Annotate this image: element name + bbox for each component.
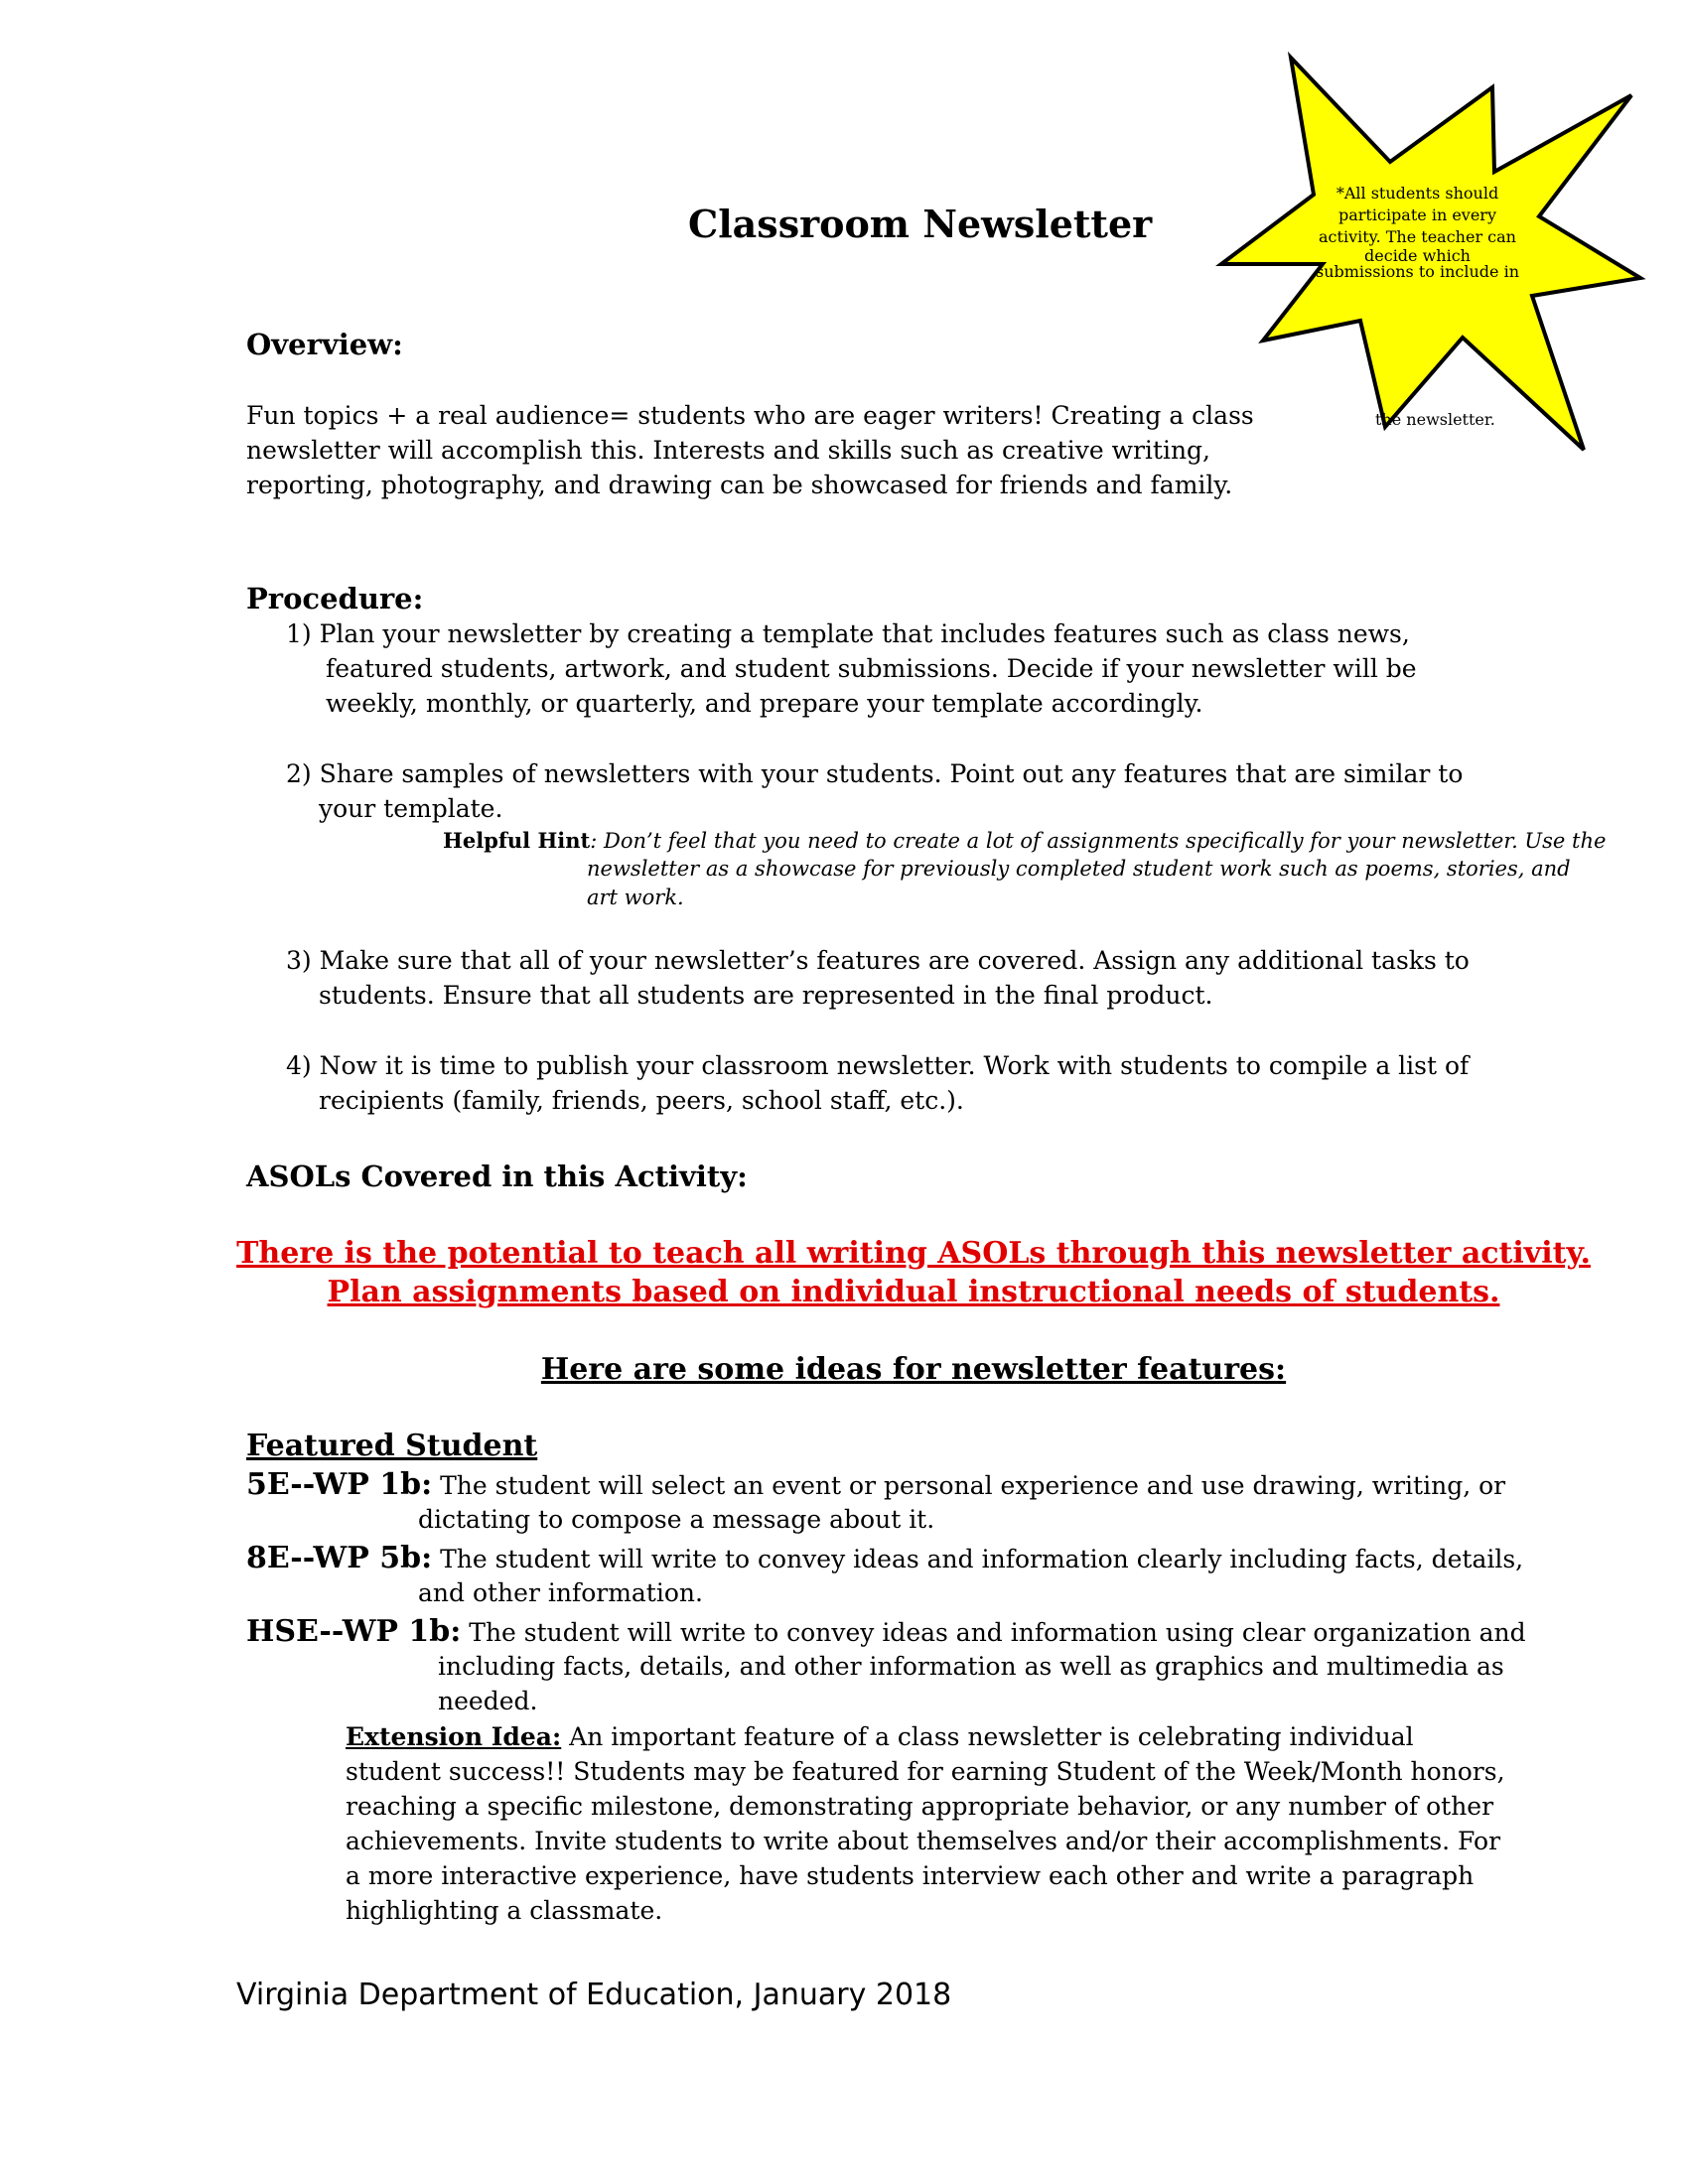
starburst-tail: the newsletter. — [1375, 410, 1495, 429]
helpful-hint-text: art work. — [587, 886, 684, 909]
page-footer: Virginia Department of Education, January 2018 — [236, 1978, 952, 2012]
standard-text: dictating to compose a message about it. — [418, 1505, 935, 1534]
extension-text: a more interactive experience, have students interview each other and write a paragraph — [346, 1861, 1475, 1890]
starburst-line: decide which — [1364, 246, 1471, 265]
helpful-hint-label: Helpful Hint — [443, 828, 591, 853]
standard-item — [246, 1541, 1523, 1576]
starburst-line: participate in every — [1338, 205, 1496, 224]
extension-label: Extension Idea: — [346, 1722, 562, 1751]
overview-line: reporting, photography, and drawing can be showcased for friends and family. — [246, 471, 1233, 499]
page-title: Classroom Newsletter — [688, 202, 1153, 246]
asols-red-line: Plan assignments based on individual instructional needs of students. — [327, 1275, 1500, 1309]
standard-item — [246, 1467, 1505, 1503]
standard-text: The student will select an event or personal experience and use drawing, writing, or — [432, 1471, 1506, 1500]
featured-student-heading: Featured Student — [246, 1429, 538, 1463]
standard-text: The student will write to convey ideas and information clearly including facts, details, — [432, 1545, 1524, 1573]
procedure-heading: Procedure: — [246, 582, 424, 615]
procedure-step: 1) Plan your newsletter by creating a template that includes features such as class news, — [286, 619, 1410, 648]
standard-code: HSE--WP 1b: — [246, 1614, 462, 1649]
procedure-step: weekly, monthly, or quarterly, and prepare your template accordingly. — [326, 689, 1203, 718]
procedure-step: 3) Make sure that all of your newsletter’s features are covered. Assign any additional tasks to — [286, 946, 1470, 975]
starburst-text — [1296, 183, 1539, 280]
overview-heading: Overview: — [246, 328, 403, 361]
procedure-step: students. Ensure that all students are represented in the final product. — [319, 981, 1213, 1010]
helpful-hint-text: newsletter as a showcase for previously completed student work such as poems, stories, and — [587, 857, 1571, 881]
helpful-hint-text: : Don’t feel that you need to create a lot of assignments specifically for your newsletter. Use the — [590, 829, 1607, 853]
extension-idea — [346, 1719, 1414, 1754]
standard-text: and other information. — [418, 1578, 703, 1607]
ideas-heading: Here are some ideas for newsletter features: — [540, 1352, 1287, 1387]
asols-red-line: There is the potential to teach all writing ASOLs through this newsletter activity. — [236, 1236, 1591, 1271]
standard-code: 5E--WP 1b: — [246, 1467, 433, 1502]
standard-text: The student will write to convey ideas and information using clear organization and — [461, 1618, 1526, 1647]
standard-text: including facts, details, and other information as well as graphics and multimedia as — [438, 1652, 1504, 1681]
extension-text: achievements. Invite students to write about themselves and/or their accomplishments. For — [346, 1827, 1501, 1855]
procedure-step: your template. — [319, 794, 503, 823]
procedure-step: recipients (family, friends, peers, school staff, etc.). — [319, 1086, 964, 1115]
procedure-step: 4) Now it is time to publish your classroom newsletter. Work with students to compile a list of — [286, 1051, 1470, 1080]
standard-item — [246, 1614, 1526, 1650]
helpful-hint — [443, 826, 1606, 856]
overview-line: newsletter will accomplish this. Interests and skills such as creative writing, — [246, 436, 1211, 465]
extension-text: reaching a specific milestone, demonstrating appropriate behavior, or any number of other — [346, 1792, 1494, 1821]
overview-line: Fun topics + a real audience= students who are eager writers! Creating a class — [246, 401, 1254, 430]
extension-text: student success!! Students may be featured for earning Student of the Week/Month honors, — [346, 1757, 1505, 1786]
standard-code: 8E--WP 5b: — [246, 1541, 433, 1575]
procedure-step: featured students, artwork, and student submissions. Decide if your newsletter will be — [326, 654, 1417, 683]
extension-text: highlighting a classmate. — [346, 1896, 663, 1925]
starburst-line: *All students should — [1336, 184, 1499, 203]
standard-text: needed. — [438, 1687, 538, 1715]
starburst-line: activity. The teacher can — [1319, 227, 1516, 246]
procedure-step: 2) Share samples of newsletters with your students. Point out any features that are similar to — [286, 759, 1464, 788]
starburst-line: submissions to include in — [1316, 262, 1519, 281]
asols-heading: ASOLs Covered in this Activity: — [246, 1160, 748, 1193]
extension-text: An important feature of a class newsletter is celebrating individual — [561, 1722, 1414, 1751]
